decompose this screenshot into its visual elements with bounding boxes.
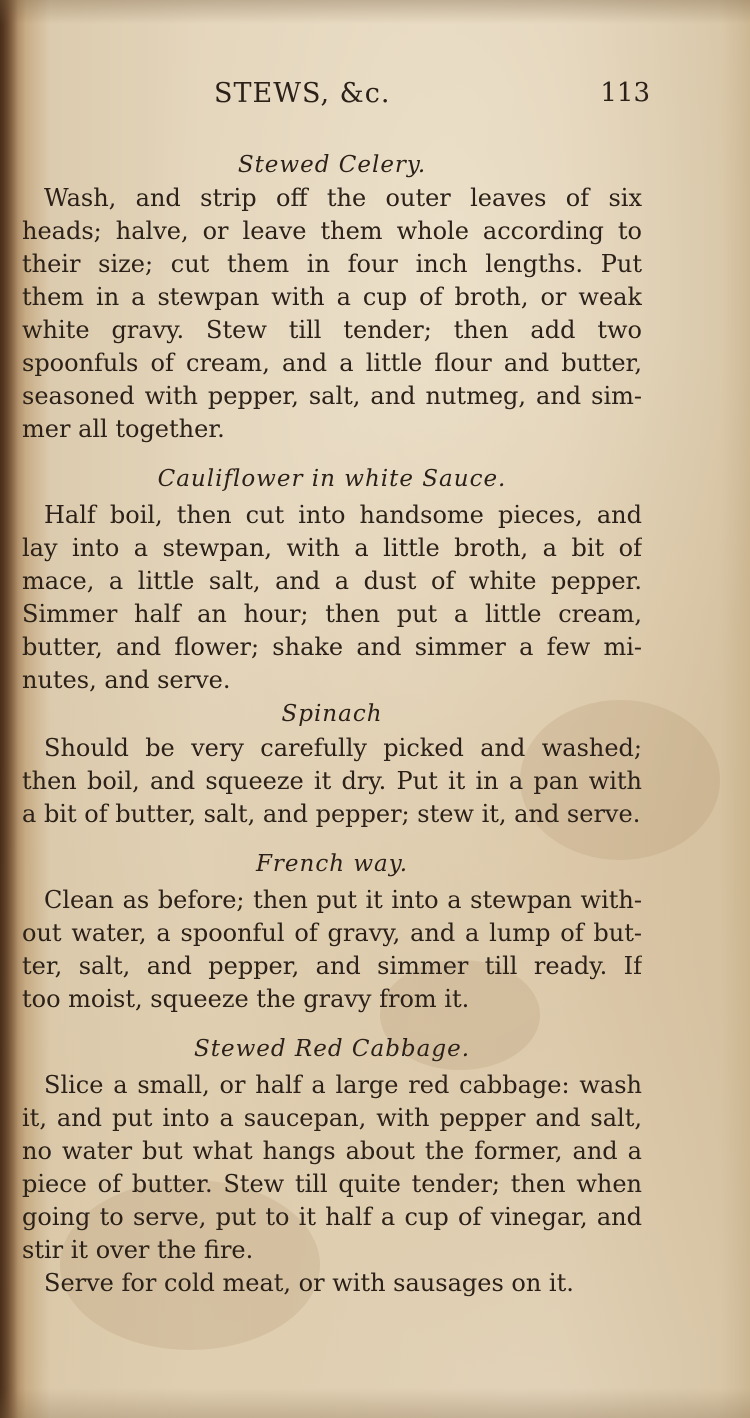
section-heading: Spinach xyxy=(281,701,383,727)
text-line: no water but what hangs about the former, and a xyxy=(22,1137,642,1165)
page-number: 113 xyxy=(600,78,650,108)
page-header xyxy=(22,78,650,118)
text-line: Wash, and strip off the outer leaves of six xyxy=(44,184,642,212)
text-line: heads; halve, or leave them whole according to xyxy=(22,217,642,245)
text-line: stir it over the fire. xyxy=(22,1236,254,1264)
top-edge-shadow xyxy=(0,0,750,24)
section-heading: Stewed Red Cabbage. xyxy=(193,1036,471,1062)
text-line: their size; cut them in four inch lengths. Put xyxy=(22,250,642,278)
section-heading: French way. xyxy=(255,851,409,877)
text-line: mace, a little salt, and a dust of white pepper. xyxy=(22,567,642,595)
bottom-edge-shadow xyxy=(0,1388,750,1418)
text-line: piece of butter. Stew till quite tender; then when xyxy=(22,1170,642,1198)
text-line: spoonfuls of cream, and a little flour and butter, xyxy=(22,349,642,377)
text-line: butter, and flower; shake and simmer a few mi- xyxy=(22,633,642,661)
text-line: Should be very carefully picked and washed; xyxy=(44,734,642,762)
text-line: Serve for cold meat, or with sausages on it. xyxy=(44,1269,574,1297)
text-line: seasoned with pepper, salt, and nutmeg, and sim- xyxy=(22,382,642,410)
text-line: a bit of butter, salt, and pepper; stew it, and serve. xyxy=(22,800,641,828)
text-line: too moist, squeeze the gravy from it. xyxy=(22,985,470,1013)
text-line: Clean as before; then put it into a stewpan with- xyxy=(44,886,642,914)
text-line: out water, a spoonful of gravy, and a lump of but- xyxy=(22,919,642,947)
text-line: Slice a small, or half a large red cabbage: wash xyxy=(44,1071,642,1099)
text-line: them in a stewpan with a cup of broth, or weak xyxy=(22,283,642,311)
text-line: lay into a stewpan, with a little broth, a bit of xyxy=(22,534,642,562)
text-line: it, and put into a saucepan, with pepper and salt, xyxy=(22,1104,642,1132)
text-line: ter, salt, and pepper, and simmer till ready. If xyxy=(22,952,642,980)
text-line: nutes, and serve. xyxy=(22,666,231,694)
text-line: going to serve, put to it half a cup of vinegar, and xyxy=(22,1203,642,1231)
section-heading: Cauliflower in white Sauce. xyxy=(157,466,507,492)
running-head: STEWS, &c. xyxy=(214,78,391,109)
text-line: then boil, and squeeze it dry. Put it in a pan with xyxy=(22,767,642,795)
text-line: mer all together. xyxy=(22,415,225,443)
text-line: white gravy. Stew till tender; then add two xyxy=(22,316,642,344)
text-line: Half boil, then cut into handsome pieces, and xyxy=(44,501,642,529)
section-heading: Stewed Celery. xyxy=(237,152,427,178)
text-line: Simmer half an hour; then put a little cream, xyxy=(22,600,642,628)
binding-shadow xyxy=(0,0,18,1418)
page-text xyxy=(22,148,642,1300)
